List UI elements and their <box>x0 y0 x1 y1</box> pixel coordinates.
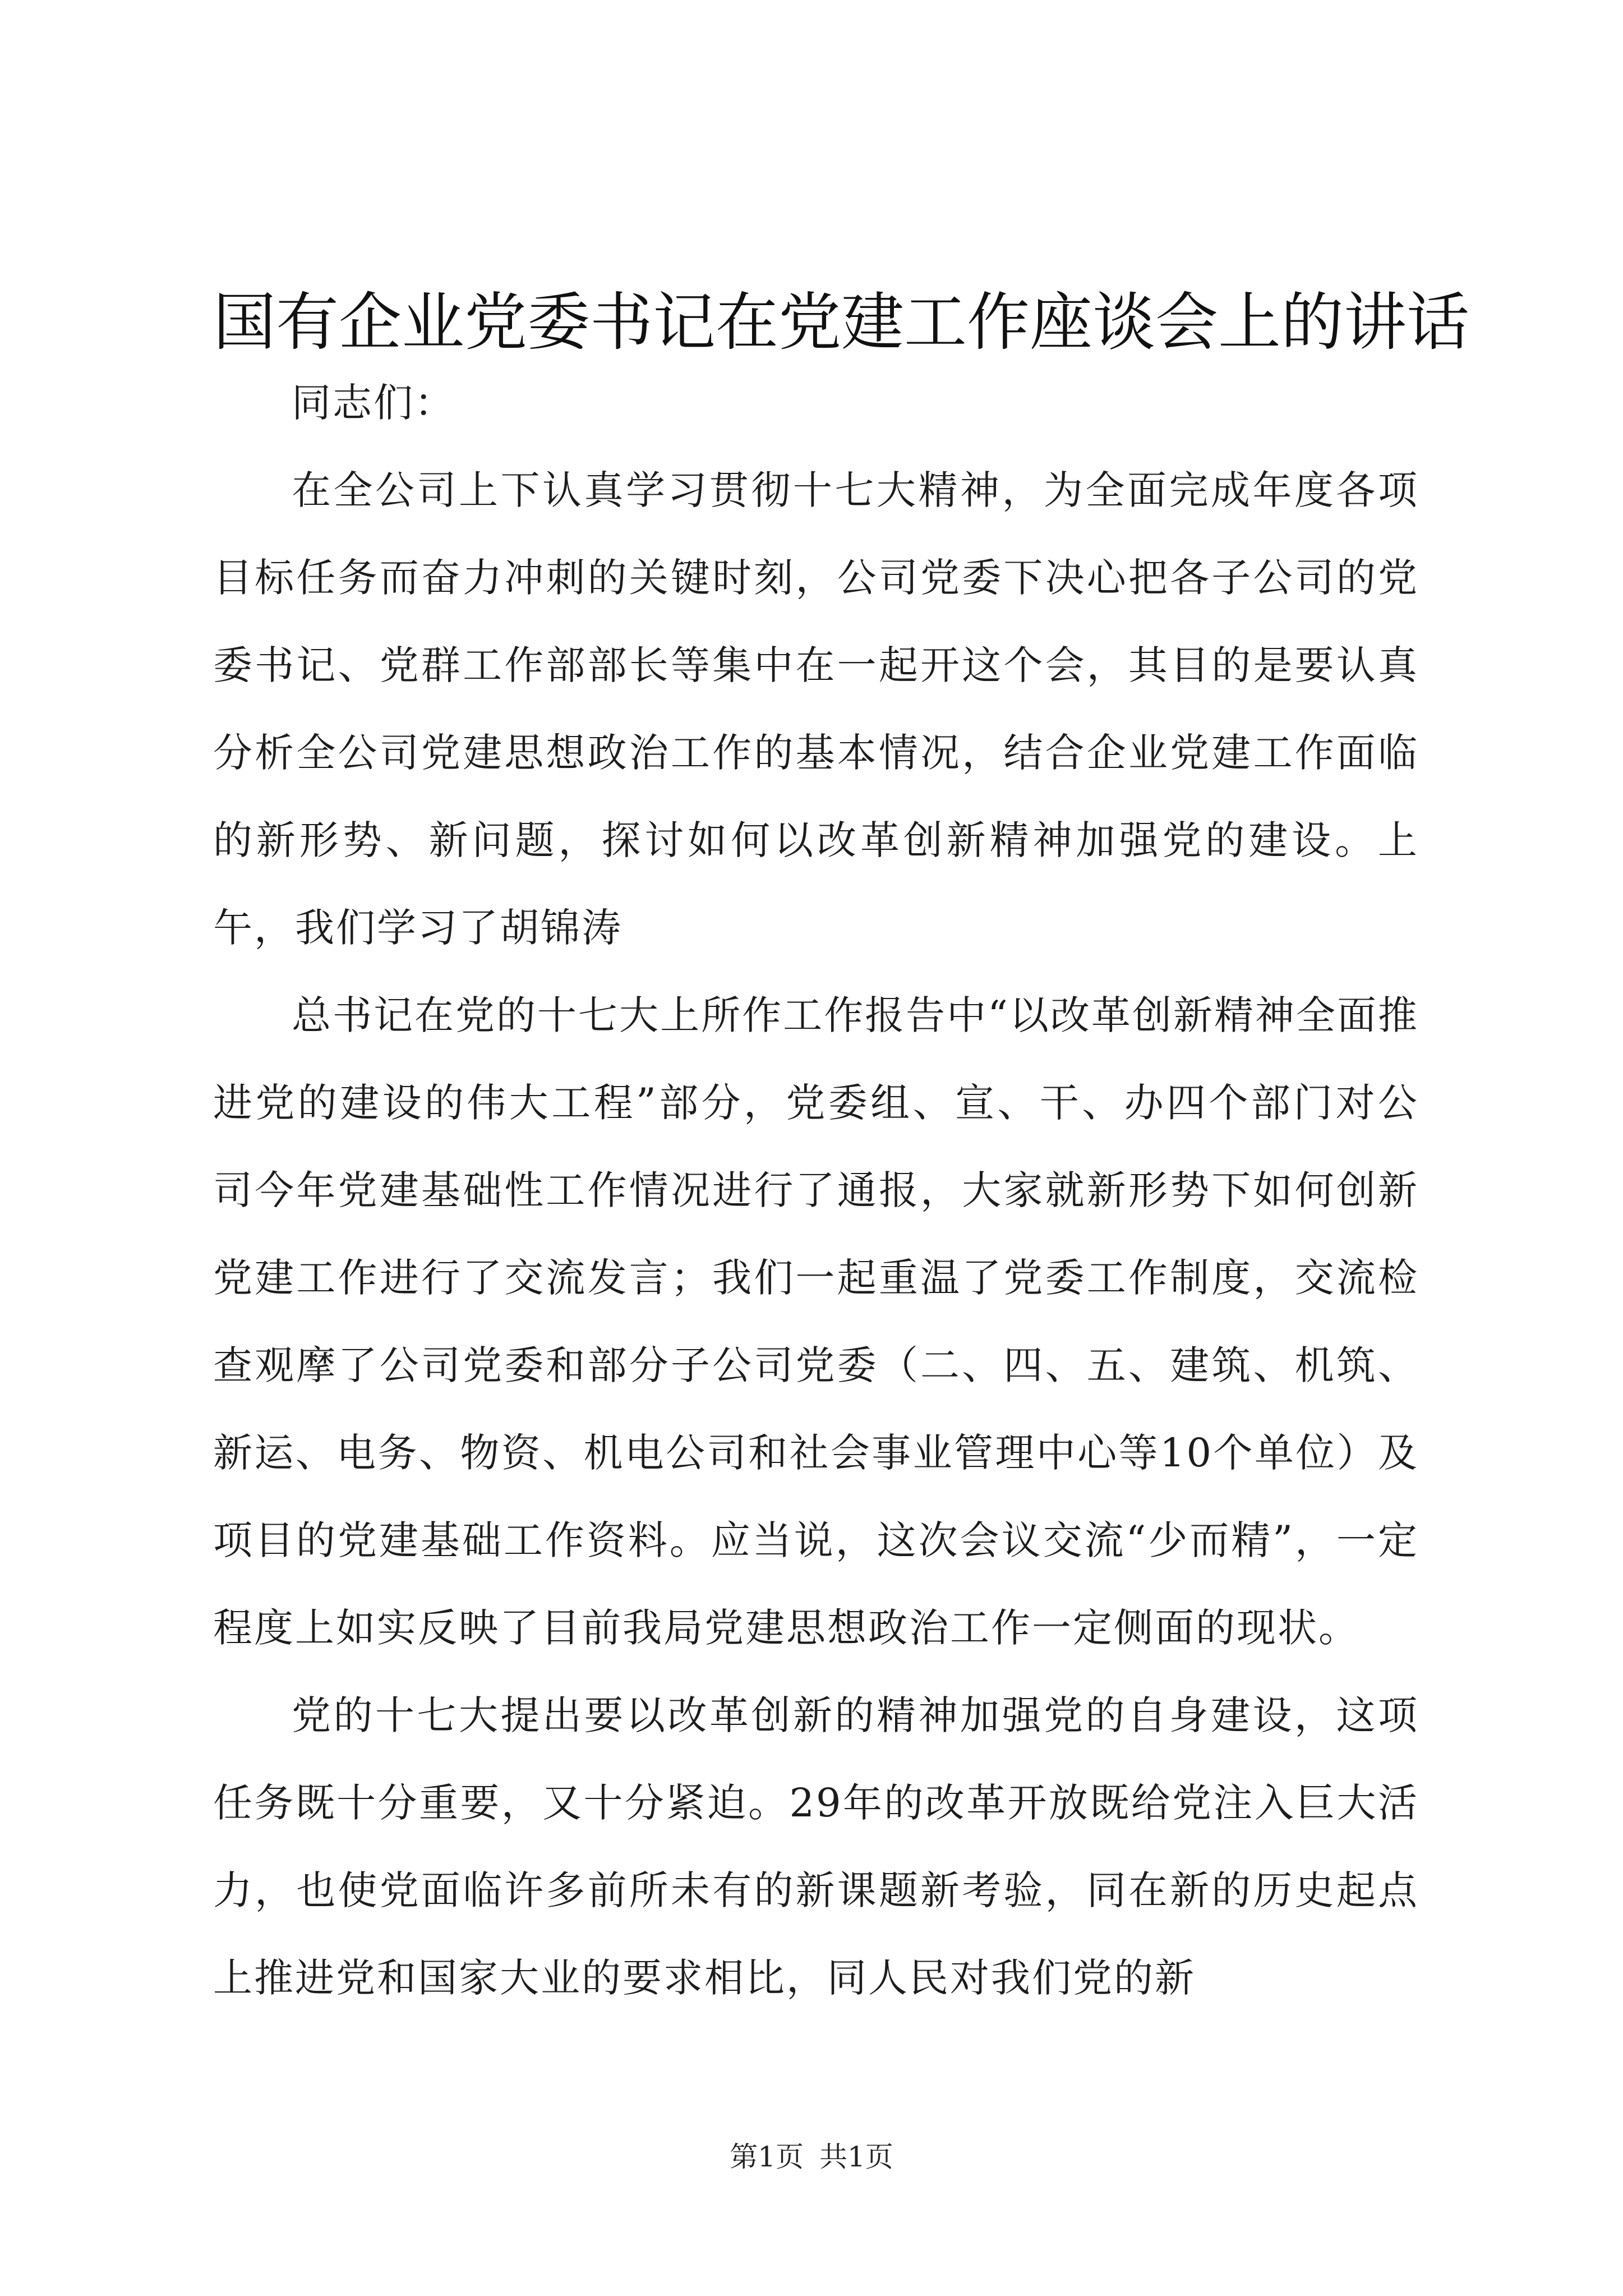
salutation-paragraph: 同志们： <box>292 380 455 426</box>
body-paragraph: 党的十七大提出要以改革创新的精神加强党的自身建设，这项任务既十分重要，又十分紧迫。29年的改革开放既给党注入巨大活力，也使党面临许多前所未有的新课题新考验，同在新的历史起点上推进党和国家大业的要求相比，同人民对我们党的新 <box>213 1692 1419 2001</box>
document-title: 国有企业党委书记在党建工作座谈会上的讲话 <box>213 286 1469 359</box>
page-total: 共1页 <box>819 2141 893 2173</box>
page-footer <box>0 2137 1623 2177</box>
body-paragraph: 在全公司上下认真学习贯彻十七大精神，为全面完成年度各项目标任务而奋力冲刺的关键时刻，公司党委下决心把各子公司的党委书记、党群工作部部长等集中在一起开这个会，其目的是要认真分析全公司党建思想政治工作的基本情况，结合企业党建工作面临的新形势、新问题，探讨如何以改革创新精神加强党的建设。上午，我们学习了胡锦涛 <box>213 467 1419 951</box>
body-paragraph: 总书记在党的十七大上所作工作报告中“以改革创新精神全面推进党的建设的伟大工程”部分，党委组、宣、干、办四个部门对公司今年党建基础性工作情况进行了通报，大家就新形势下如何创新党建工作进行了交流发言；我们一起重温了党委工作制度，交流检查观摩了公司党委和部分子公司党委（二、四、五、建筑、机筑、新运、电务、物资、机电公司和社会事业管理中心等10个单位）及项目的党建基础工作资料。应当说，这次会议交流“少而精”，一定程度上如实反映了目前我局党建思想政治工作一定侧面的现状。 <box>213 992 1419 1651</box>
document-body <box>213 359 1419 2022</box>
page-number: 第1页 <box>730 2141 804 2173</box>
